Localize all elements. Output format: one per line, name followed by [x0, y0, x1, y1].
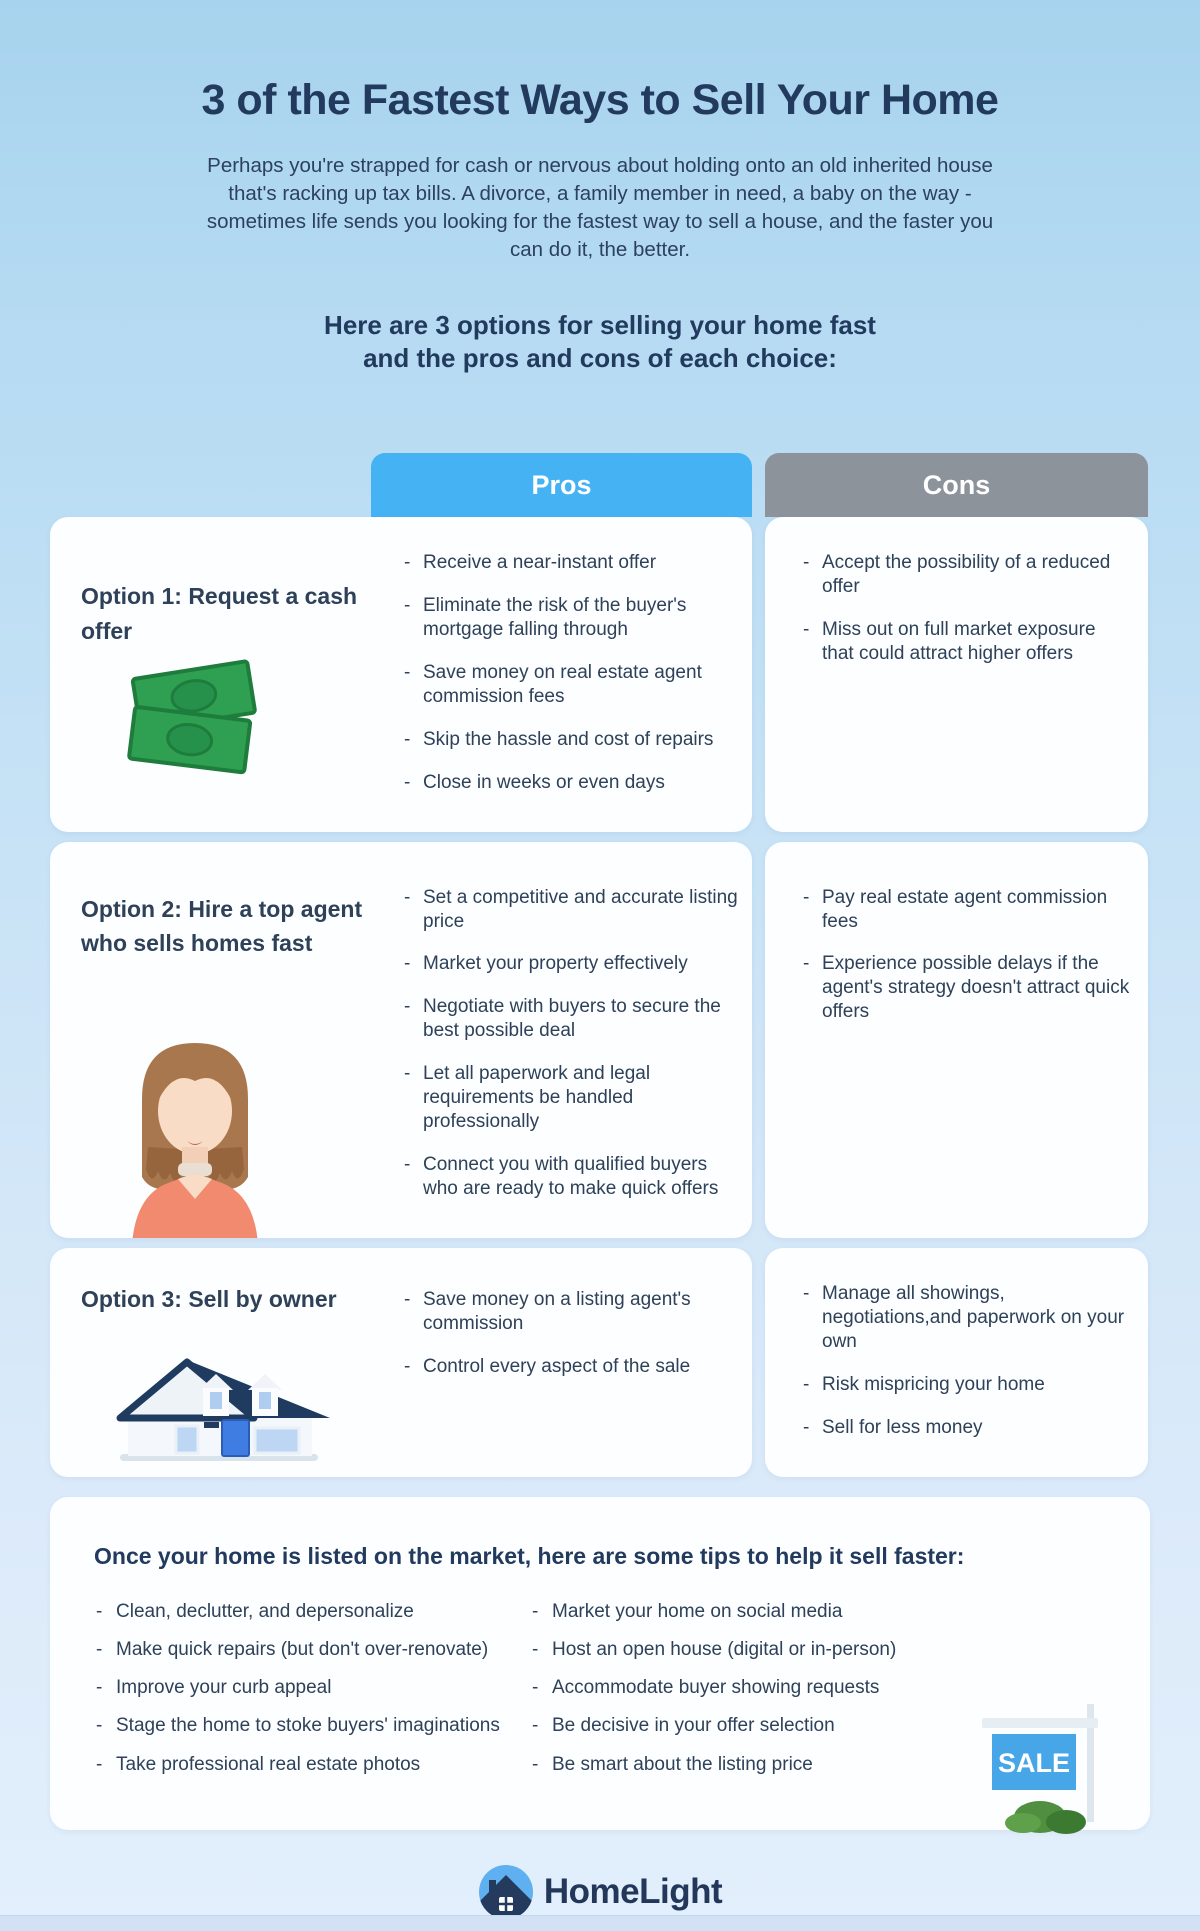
- tips-card: [50, 1497, 1150, 1830]
- pros-item: - Let all paperwork and legal requirements be handled professionally: [402, 1062, 738, 1134]
- pros-item: - Save money on a listing agent's commission: [402, 1288, 738, 1336]
- pros-item: - Close in weeks or even days: [402, 771, 738, 795]
- page-title: 3 of the Fastest Ways to Sell Your Home: [201, 76, 999, 124]
- pros-item: - Eliminate the risk of the buyer's mortgage falling through: [402, 594, 738, 642]
- comparison-table: [50, 453, 1150, 1477]
- option-2-cons: [765, 842, 1148, 1238]
- option-row-3: [50, 1248, 1150, 1477]
- tip-item: - Host an open house (digital or in-person): [530, 1638, 1114, 1662]
- tip-item: - Market your home on social media: [530, 1600, 1114, 1624]
- brand-name: HomeLight: [543, 1871, 723, 1911]
- tips-list-left: [94, 1600, 530, 1791]
- option-row-1: [50, 517, 1150, 832]
- tip-item: - Stage the home to stoke buyers' imaginations: [94, 1714, 530, 1738]
- option-row-2: [50, 842, 1150, 1238]
- cons-item: - Manage all showings, negotiations,and paperwork on your own: [801, 1282, 1130, 1354]
- pros-item: - Market your property effectively: [402, 952, 738, 976]
- pros-item: - Connect you with qualified buyers who are ready to make quick offers: [402, 1153, 738, 1201]
- homelight-logo-icon: [478, 1864, 534, 1920]
- section-subtitle: Here are 3 options for selling your home fast and the pros and cons of each choice:: [324, 309, 876, 373]
- tip-item: - Improve your curb appeal: [94, 1676, 530, 1700]
- cons-item: - Experience possible delays if the agent's strategy doesn't attract quick offers: [801, 952, 1130, 1024]
- pros-item: - Save money on real estate agent commission fees: [402, 661, 738, 709]
- pros-item: - Skip the hassle and cost of repairs: [402, 728, 738, 752]
- option-3-label: Option 3: Sell by owner: [81, 1285, 337, 1312]
- pros-header: Pros: [371, 453, 752, 517]
- tip-item: - Clean, declutter, and depersonalize: [94, 1600, 530, 1624]
- homelight-logo: [0, 1864, 1200, 1920]
- option-2-label-col: [50, 842, 371, 1238]
- option-1-label-col: [50, 517, 371, 832]
- tips-title: Once your home is listed on the market, here are some tips to help it sell faster:: [94, 1542, 965, 1569]
- pros-item: - Set a competitive and accurate listing price: [402, 886, 738, 934]
- svg-text:SALE: SALE: [997, 1747, 1071, 1778]
- option-3-label-col: [50, 1248, 371, 1477]
- money-bills-icon: [108, 642, 278, 782]
- bottom-strip: [0, 1915, 1200, 1931]
- option-2-card: [50, 842, 752, 1238]
- option-2-pros: [371, 842, 752, 1238]
- agent-woman-icon: [90, 1029, 300, 1238]
- option-1-pros: [371, 517, 752, 832]
- option-3-card: [50, 1248, 752, 1477]
- pros-item: - Receive a near-instant offer: [402, 551, 738, 575]
- tip-item: - Accommodate buyer showing requests: [530, 1676, 1114, 1700]
- pros-item: - Control every aspect of the sale: [402, 1355, 738, 1379]
- sale-sign-icon: [968, 1684, 1118, 1834]
- cons-item: - Sell for less money: [801, 1416, 1130, 1440]
- option-1-cons: [765, 517, 1148, 832]
- cons-item: - Pay real estate agent commission fees: [801, 886, 1130, 934]
- cons-item: - Risk mispricing your home: [801, 1373, 1130, 1397]
- cons-header: Cons: [765, 453, 1148, 517]
- tip-item: - Take professional real estate photos: [94, 1753, 530, 1777]
- tip-item: - Be decisive in your offer selection: [530, 1714, 1114, 1738]
- table-header-row: [50, 453, 1150, 517]
- tip-item: - Be smart about the listing price: [530, 1753, 1114, 1777]
- option-3-pros: [371, 1248, 752, 1477]
- cons-item: - Accept the possibility of a reduced offer: [801, 551, 1130, 599]
- intro-paragraph: Perhaps you're strapped for cash or nervous about holding onto an old inherited house that's racking up tax bills. A divorce, a family member in need, a baby on the way - sometimes life sends you looking for the fastest way to sell a house, and the faster you can do it, the better.: [206, 154, 994, 261]
- pros-item: - Negotiate with buyers to secure the best possible deal: [402, 995, 738, 1043]
- option-1-card: [50, 517, 752, 832]
- option-3-cons: [765, 1248, 1148, 1477]
- tip-item: - Make quick repairs (but don't over-renovate): [94, 1638, 530, 1662]
- option-1-label: Option 1: Request a cash offer: [81, 583, 358, 644]
- house-icon: [92, 1348, 336, 1466]
- cons-item: - Miss out on full market exposure that could attract higher offers: [801, 618, 1130, 666]
- option-2-label: Option 2: Hire a top agent who sells homes fast: [81, 895, 363, 957]
